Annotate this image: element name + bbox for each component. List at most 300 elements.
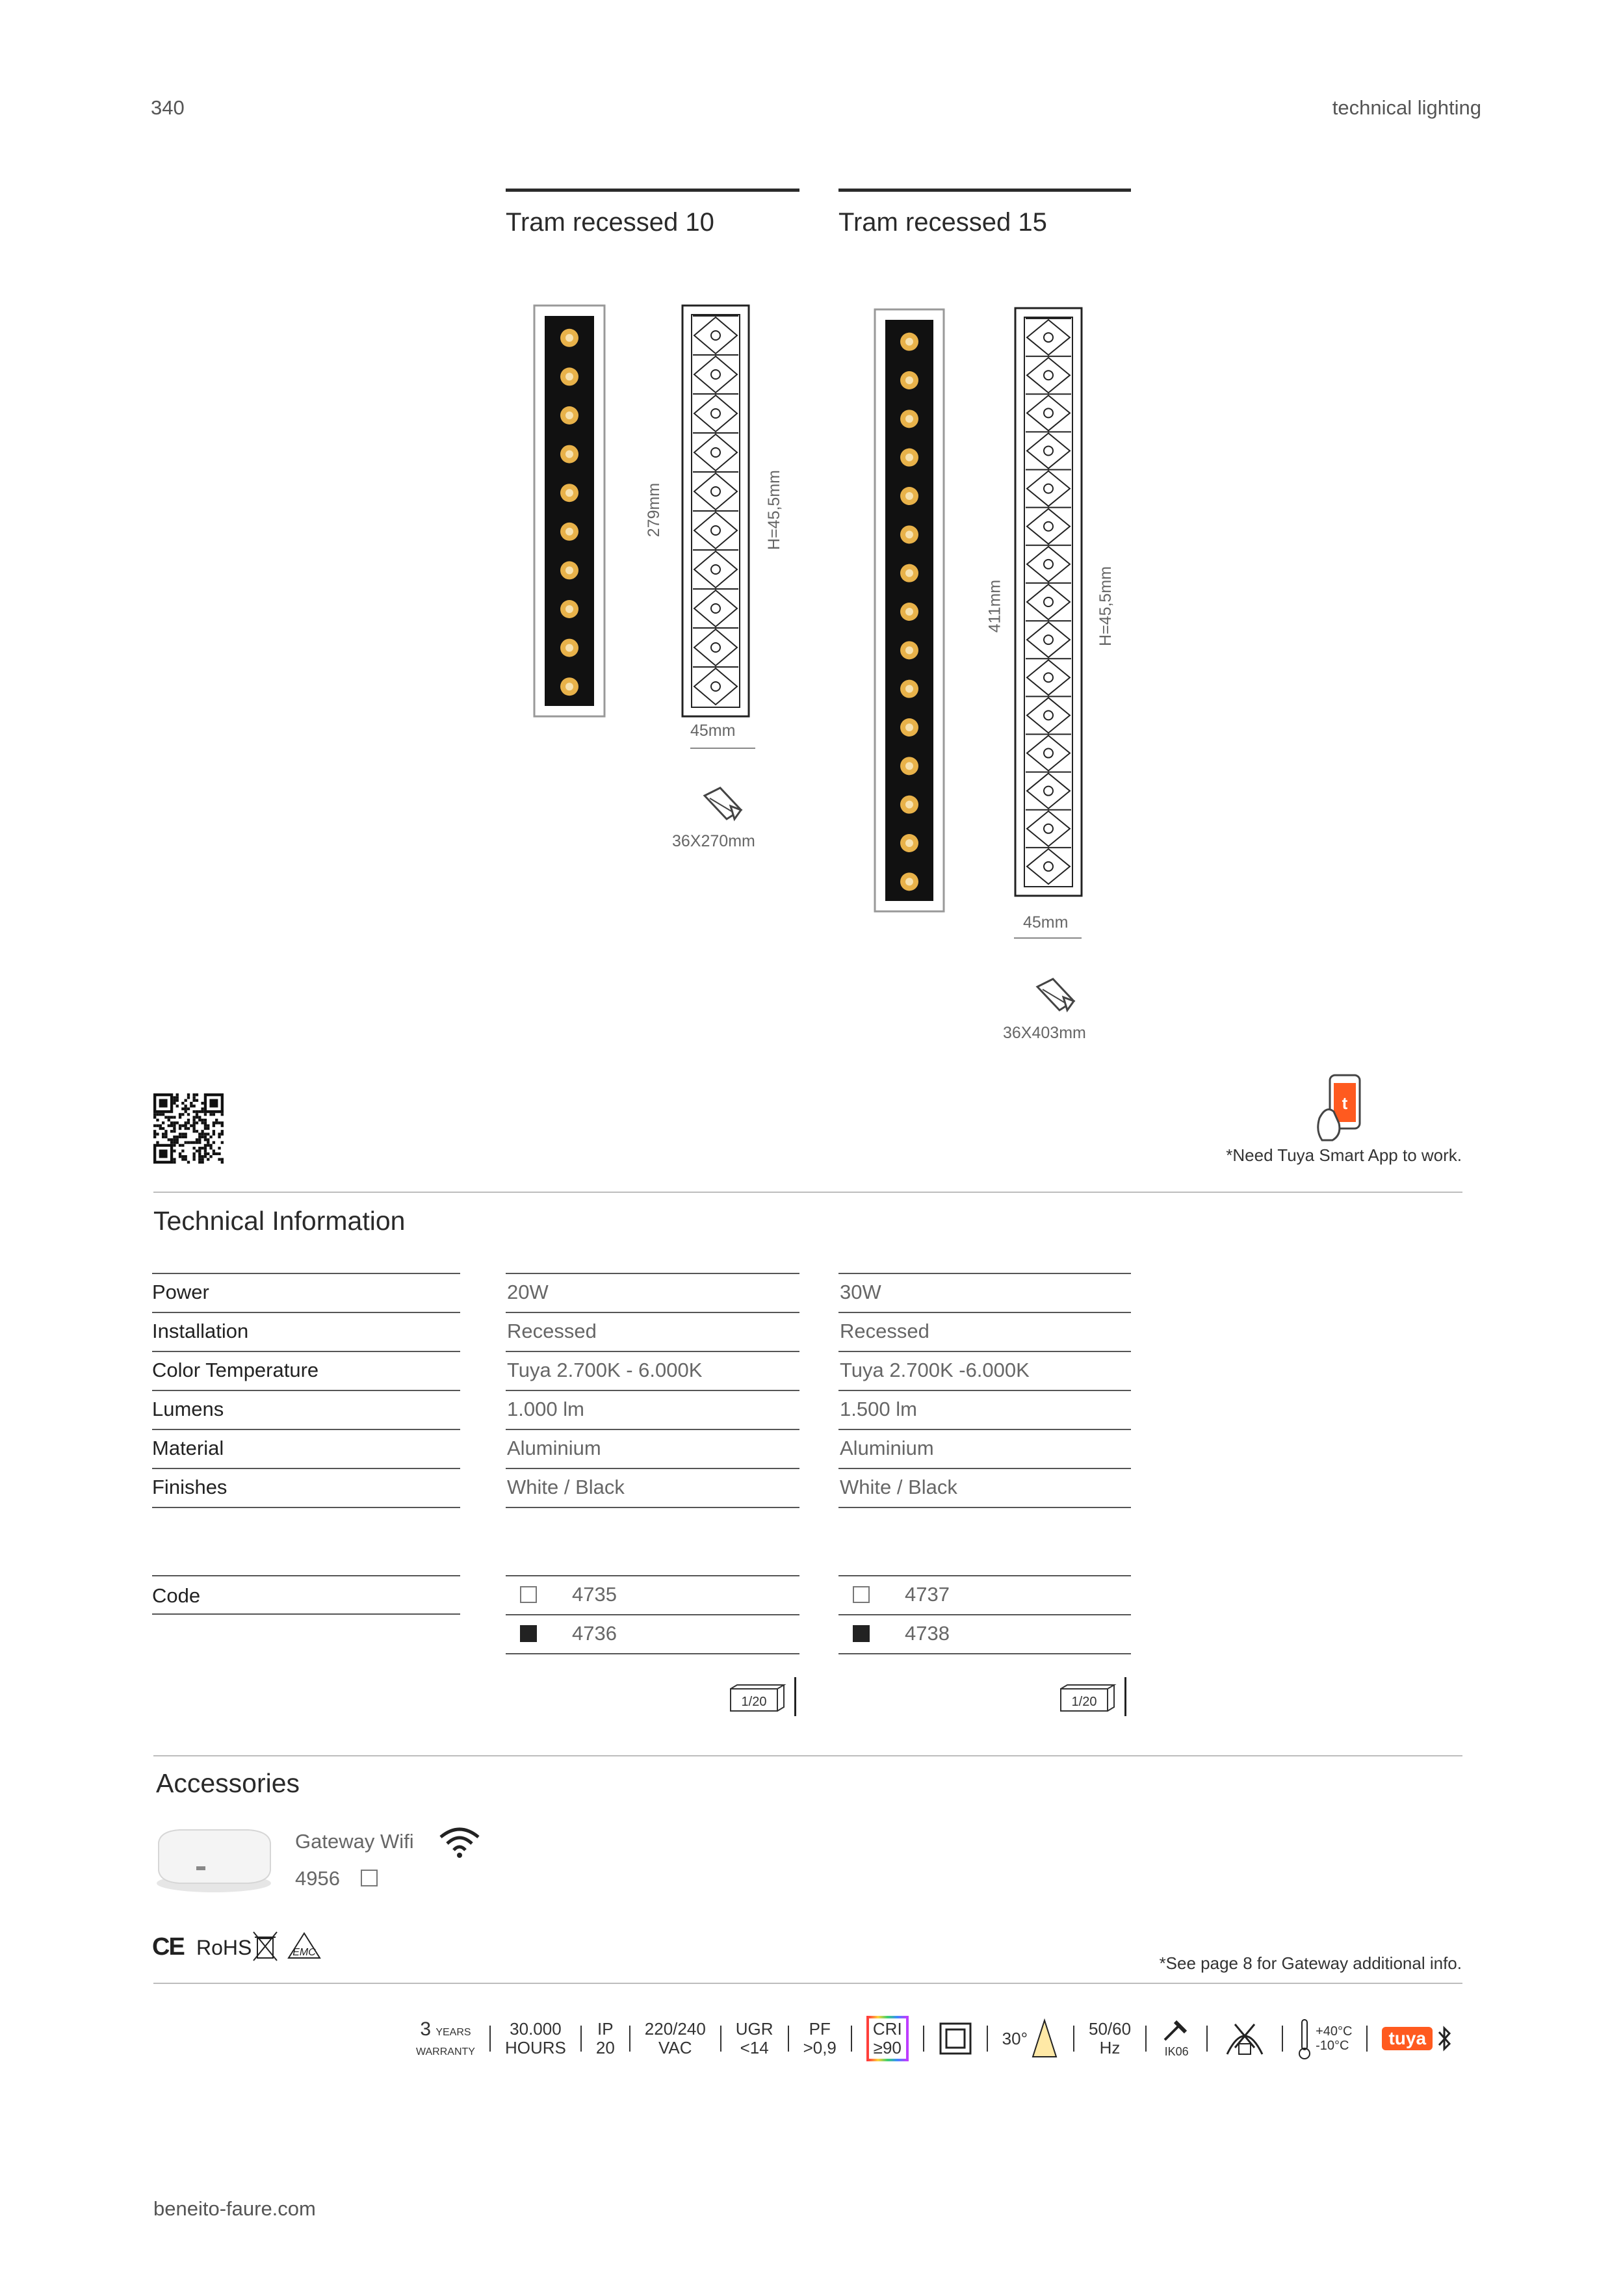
black-finish-checkbox[interactable] — [520, 1625, 537, 1642]
spec-value-finishes: White / Black — [507, 1476, 625, 1498]
qr-module — [156, 1119, 159, 1121]
qr-module — [221, 1121, 224, 1124]
code-row-line — [506, 1614, 799, 1615]
qr-module — [192, 1127, 195, 1130]
hours-icon — [505, 2020, 566, 2057]
qr-module — [201, 1121, 203, 1124]
product-1-width-line — [690, 748, 755, 749]
spec-row-line — [152, 1351, 460, 1352]
spec-label-lumens: Lumens — [152, 1398, 224, 1420]
gateway-select-checkbox[interactable] — [361, 1870, 378, 1886]
qr-module — [187, 1119, 190, 1121]
qr-module — [201, 1136, 203, 1138]
warranty-years: YEARS — [435, 2027, 471, 2039]
qr-module — [196, 1110, 198, 1113]
led-dot-core — [905, 762, 913, 770]
qr-module — [204, 1113, 207, 1115]
qr-module — [181, 1108, 184, 1110]
qr-module — [215, 1119, 218, 1121]
spec-value-finishes: White / Black — [840, 1476, 957, 1498]
qr-module — [170, 1116, 173, 1119]
beam-angle-value: 30° — [1002, 2028, 1028, 2048]
qr-module — [198, 1110, 201, 1113]
qr-module — [173, 1125, 175, 1127]
qr-module — [179, 1125, 181, 1127]
qr-module — [218, 1147, 220, 1149]
qr-module — [204, 1149, 207, 1152]
qr-module — [192, 1119, 195, 1121]
spec-label-installation: Installation — [152, 1320, 249, 1342]
qr-module — [185, 1127, 187, 1130]
code-row-top-line — [152, 1575, 460, 1576]
led-dot-core — [905, 376, 913, 384]
qr-module — [198, 1158, 201, 1160]
led-dot-core — [905, 646, 913, 654]
product-1-rule — [506, 189, 799, 192]
qr-module — [213, 1132, 215, 1135]
qr-module — [213, 1153, 215, 1155]
product-2-cutout: 36X403mm — [1003, 1024, 1086, 1042]
svg-text:EMC: EMC — [292, 1947, 316, 1958]
gateway-image — [153, 1823, 274, 1896]
qr-module — [153, 1125, 156, 1127]
thermometer-icon — [1297, 2017, 1312, 2060]
qr-module — [185, 1108, 187, 1110]
qr-module — [179, 1153, 181, 1155]
qr-module — [198, 1116, 201, 1119]
separator — [489, 2026, 491, 2052]
spec-value-installation: Recessed — [507, 1320, 597, 1342]
led-dot-core — [905, 685, 913, 693]
freq-value: 50/60 — [1089, 2019, 1132, 2039]
spec-row-line — [152, 1273, 460, 1274]
qr-module — [173, 1121, 175, 1124]
qr-module — [218, 1153, 220, 1155]
qr-module — [209, 1144, 212, 1147]
led-dot-core — [565, 489, 573, 497]
spec-value-lumens: 1.000 lm — [507, 1398, 584, 1420]
warranty-num: 3 — [420, 2018, 432, 2041]
qr-module — [207, 1153, 209, 1155]
beam-angle-icon — [1002, 2018, 1059, 2059]
qr-module — [215, 1153, 218, 1155]
qr-module — [170, 1130, 173, 1132]
spec-row-line — [838, 1312, 1131, 1313]
qr-module — [209, 1155, 212, 1158]
qr-module — [204, 1125, 207, 1127]
tuya-app-icon — [1313, 1073, 1368, 1144]
recessed-square-icon — [939, 2022, 972, 2055]
ugr-icon — [736, 2020, 773, 2057]
package-box-icon — [728, 1684, 786, 1714]
separator — [1073, 2026, 1074, 2052]
spec-row-line — [152, 1312, 460, 1313]
qr-module — [190, 1102, 192, 1104]
white-finish-checkbox[interactable] — [520, 1586, 537, 1603]
qr-finder — [209, 1099, 218, 1108]
qr-module — [198, 1141, 201, 1143]
package-1-bar — [794, 1677, 796, 1716]
qr-module — [221, 1113, 224, 1115]
qr-module — [196, 1130, 198, 1132]
qr-module — [213, 1121, 215, 1124]
spec-row-line — [152, 1429, 460, 1430]
qr-module — [209, 1113, 212, 1115]
bluetooth-icon — [1436, 2026, 1452, 2052]
product-2-front-view — [874, 308, 945, 913]
code-row-line — [838, 1614, 1131, 1615]
qr-module — [176, 1096, 179, 1099]
spec-row-line — [838, 1351, 1131, 1352]
qr-module — [215, 1121, 218, 1124]
qr-module — [198, 1119, 201, 1121]
pf-value: >0,9 — [803, 2038, 837, 2057]
spec-value-material: Aluminium — [840, 1437, 934, 1459]
spec-label-finishes: Finishes — [152, 1476, 227, 1498]
ugr-label: UGR — [735, 2019, 773, 2039]
led-dot-core — [905, 839, 913, 847]
qr-module — [190, 1104, 192, 1107]
voltage-icon — [645, 2020, 706, 2057]
product-1-title: Tram recessed 10 — [506, 208, 714, 237]
spec-row-line — [152, 1468, 460, 1469]
ip-label: IP — [597, 2019, 614, 2039]
qr-module — [173, 1144, 175, 1147]
white-finish-checkbox[interactable] — [853, 1586, 870, 1603]
qr-module — [204, 1138, 207, 1141]
qr-module — [181, 1125, 184, 1127]
qr-module — [207, 1132, 209, 1135]
separator — [923, 2026, 924, 2052]
ik-label: IK06 — [1164, 2044, 1189, 2058]
separator — [1145, 2026, 1147, 2052]
separator — [629, 2026, 630, 2052]
qr-module — [179, 1136, 181, 1138]
qr-module — [170, 1121, 173, 1124]
qr-module — [185, 1155, 187, 1158]
qr-module — [198, 1155, 201, 1158]
product-1-front-view — [533, 304, 606, 718]
product-1-height: H=45,5mm — [764, 470, 783, 550]
led-dot-core — [565, 566, 573, 574]
qr-module — [204, 1155, 207, 1158]
qr-module — [198, 1132, 201, 1135]
qr-module — [196, 1093, 198, 1096]
qr-module — [162, 1113, 164, 1115]
qr-module — [201, 1147, 203, 1149]
qr-module — [192, 1093, 195, 1096]
led-dot-core — [905, 415, 913, 423]
qr-module — [207, 1144, 209, 1147]
led-dot-core — [905, 454, 913, 462]
qr-module — [204, 1132, 207, 1135]
led-dot-core — [905, 569, 913, 577]
qr-module — [201, 1119, 203, 1121]
qr-module — [198, 1136, 201, 1138]
qr-module — [198, 1153, 201, 1155]
spec-value-power: 20W — [507, 1281, 549, 1303]
qr-module — [159, 1127, 162, 1130]
cert-rule — [153, 1983, 1462, 1984]
spec-row-line — [838, 1273, 1131, 1274]
qr-module — [198, 1147, 201, 1149]
tech-info-title: Technical Information — [153, 1206, 406, 1236]
hours-label: HOURS — [504, 2038, 566, 2057]
code-row-line — [506, 1575, 799, 1576]
qr-module — [204, 1147, 207, 1149]
qr-module — [201, 1155, 203, 1158]
qr-module — [179, 1116, 181, 1119]
separator — [987, 2026, 988, 2052]
product-1-length: 279mm — [645, 482, 664, 538]
ce-mark: CE — [152, 1933, 184, 1961]
qr-module — [201, 1110, 203, 1113]
package-2-bar — [1124, 1677, 1126, 1716]
qr-module — [187, 1121, 190, 1124]
qr-module — [207, 1125, 209, 1127]
qr-module — [181, 1113, 184, 1115]
qr-module — [207, 1158, 209, 1160]
qr-module — [221, 1125, 224, 1127]
cri-label: CRI — [872, 2019, 902, 2039]
qr-module — [179, 1155, 181, 1158]
qr-module — [196, 1116, 198, 1119]
product-2-height: H=45,5mm — [1096, 566, 1115, 646]
qr-module — [192, 1110, 195, 1113]
qr-module — [218, 1158, 220, 1160]
qr-module — [204, 1153, 207, 1155]
qr-module — [176, 1121, 179, 1124]
qr-module — [213, 1141, 215, 1143]
qr-module — [201, 1158, 203, 1160]
qr-module — [192, 1099, 195, 1102]
qr-module — [198, 1138, 201, 1141]
ip-icon — [596, 2020, 615, 2057]
qr-module — [187, 1113, 190, 1115]
product-1-width: 45mm — [690, 722, 736, 740]
code-label: Code — [152, 1584, 201, 1607]
spec-row-line — [838, 1429, 1131, 1430]
spec-value-installation: Recessed — [840, 1320, 929, 1342]
gateway-code: 4956 — [295, 1867, 340, 1890]
qr-module — [179, 1127, 181, 1130]
qr-module — [185, 1121, 187, 1124]
qr-module — [176, 1099, 179, 1102]
qr-module — [187, 1108, 190, 1110]
led-dot-core — [565, 605, 573, 613]
led-dot-core — [565, 372, 573, 380]
qr-module — [164, 1132, 167, 1135]
accessories-rule — [153, 1755, 1462, 1756]
qr-module — [213, 1149, 215, 1152]
qr-module — [168, 1119, 170, 1121]
qr-module — [173, 1141, 175, 1143]
product-code: 4735 — [572, 1583, 617, 1606]
separator — [580, 2026, 582, 2052]
spec-row-line — [506, 1351, 799, 1352]
gateway-name: Gateway Wifi — [295, 1830, 414, 1853]
ik-icon — [1161, 2019, 1192, 2059]
qr-module — [187, 1127, 190, 1130]
qr-module — [185, 1158, 187, 1160]
rohs-mark: RoHS — [196, 1936, 252, 1959]
qr-module — [218, 1132, 220, 1135]
qr-module — [153, 1130, 156, 1132]
spec-row-line — [506, 1312, 799, 1313]
spec-value-material: Aluminium — [507, 1437, 601, 1459]
qr-module — [218, 1121, 220, 1124]
qr-module — [176, 1136, 179, 1138]
qr-module — [173, 1161, 175, 1164]
temp-max: +40°C — [1316, 2024, 1353, 2039]
temperature-icon — [1297, 2017, 1352, 2060]
qr-module — [170, 1138, 173, 1141]
pf-label: PF — [809, 2019, 831, 2039]
spec-row-line — [838, 1468, 1131, 1469]
spec-row-line — [152, 1507, 460, 1508]
led-dot-core — [565, 334, 573, 342]
qr-module — [221, 1132, 224, 1135]
hammer-icon — [1161, 2019, 1192, 2042]
separator — [1282, 2026, 1283, 2052]
qr-module — [168, 1125, 170, 1127]
qr-module — [187, 1161, 190, 1164]
qr-module — [209, 1136, 212, 1138]
qr-module — [176, 1104, 179, 1107]
qr-module — [196, 1121, 198, 1124]
led-dot-core — [905, 492, 913, 500]
tuya-bluetooth-icon — [1382, 2026, 1452, 2052]
qr-module — [196, 1141, 198, 1143]
warranty-icon — [416, 2018, 475, 2059]
ip-value: 20 — [595, 2038, 615, 2057]
qr-module — [201, 1161, 203, 1164]
qr-module — [164, 1136, 167, 1138]
qr-module — [179, 1144, 181, 1147]
qr-module — [192, 1147, 195, 1149]
tuya-note: *Need Tuya Smart App to work. — [1226, 1145, 1462, 1165]
qr-module — [176, 1093, 179, 1096]
product-2-led-array — [900, 333, 918, 891]
footer-website: beneito-faure.com — [153, 2197, 316, 2220]
qr-finder — [159, 1149, 168, 1158]
product-2-length: 411mm — [985, 579, 1004, 633]
package-1-text: 1/20 — [741, 1695, 767, 1709]
qr-module — [204, 1136, 207, 1138]
qr-module — [190, 1141, 192, 1143]
qr-module — [192, 1158, 195, 1160]
qr-module — [173, 1149, 175, 1152]
spec-row-line — [506, 1273, 799, 1274]
pf-icon — [803, 2020, 837, 2057]
tech-info-rule — [153, 1192, 1462, 1193]
qr-module — [207, 1138, 209, 1141]
qr-module — [196, 1099, 198, 1102]
spec-row-line — [152, 1390, 460, 1391]
led-dot-core — [565, 450, 573, 458]
qr-module — [185, 1125, 187, 1127]
qr-module — [156, 1141, 159, 1143]
warranty-label: WARRANTY — [416, 2046, 475, 2058]
qr-module — [196, 1113, 198, 1115]
qr-module — [173, 1138, 175, 1141]
qr-module — [159, 1113, 162, 1115]
weee-bin-icon — [252, 1931, 278, 1963]
spec-row-line — [838, 1507, 1131, 1508]
qr-module — [192, 1125, 195, 1127]
qr-module — [204, 1121, 207, 1124]
qr-module — [181, 1132, 184, 1135]
spec-row-line — [506, 1507, 799, 1508]
qr-module — [196, 1138, 198, 1141]
qr-module — [213, 1125, 215, 1127]
emc-icon — [286, 1931, 322, 1962]
led-dot-core — [905, 801, 913, 809]
qr-module — [192, 1116, 195, 1119]
qr-module — [170, 1125, 173, 1127]
qr-module — [192, 1130, 195, 1132]
beam-cone-icon — [1030, 2018, 1059, 2059]
qr-module — [173, 1099, 175, 1102]
qr-module — [179, 1113, 181, 1115]
qr-module — [176, 1138, 179, 1141]
qr-module — [162, 1121, 164, 1124]
qr-module — [192, 1153, 195, 1155]
qr-module — [187, 1096, 190, 1099]
qr-module — [204, 1144, 207, 1147]
frequency-icon — [1089, 2020, 1131, 2057]
qr-module — [185, 1104, 187, 1107]
separator — [1366, 2026, 1368, 2052]
cri-value: ≥90 — [873, 2038, 902, 2057]
led-dot-core — [905, 878, 913, 885]
spec-row-line — [838, 1390, 1131, 1391]
insulation-icon — [1222, 2018, 1267, 2059]
spec-label-material: Material — [152, 1437, 224, 1459]
qr-module — [156, 1113, 159, 1115]
qr-module — [221, 1158, 224, 1160]
qr-module — [185, 1110, 187, 1113]
qr-module — [192, 1096, 195, 1099]
spec-value-color-temperature: Tuya 2.700K - 6.000K — [507, 1359, 703, 1381]
led-dot-core — [905, 724, 913, 731]
package-box-icon-2 — [1058, 1684, 1117, 1714]
qr-module — [173, 1127, 175, 1130]
qr-module — [168, 1138, 170, 1141]
product-2-width-line — [1014, 937, 1082, 939]
qr-module — [181, 1144, 184, 1147]
section-title: technical lighting — [1332, 96, 1481, 119]
qr-module — [192, 1104, 195, 1107]
qr-module — [162, 1127, 164, 1130]
qr-module — [204, 1119, 207, 1121]
led-dot-core — [565, 411, 573, 419]
qr-module — [192, 1121, 195, 1124]
black-finish-checkbox[interactable] — [853, 1625, 870, 1642]
qr-module — [173, 1158, 175, 1160]
temp-min: -10°C — [1316, 2039, 1349, 2053]
qr-module — [187, 1093, 190, 1096]
code-row-line — [506, 1653, 799, 1654]
qr-code[interactable] — [153, 1093, 224, 1164]
qr-module — [156, 1132, 159, 1135]
temperature-range — [1316, 2024, 1352, 2053]
spec-value-power: 30W — [840, 1281, 881, 1303]
svg-text:t: t — [1342, 1093, 1348, 1113]
qr-module — [173, 1116, 175, 1119]
qr-module — [209, 1147, 212, 1149]
product-2-rule — [838, 189, 1131, 192]
